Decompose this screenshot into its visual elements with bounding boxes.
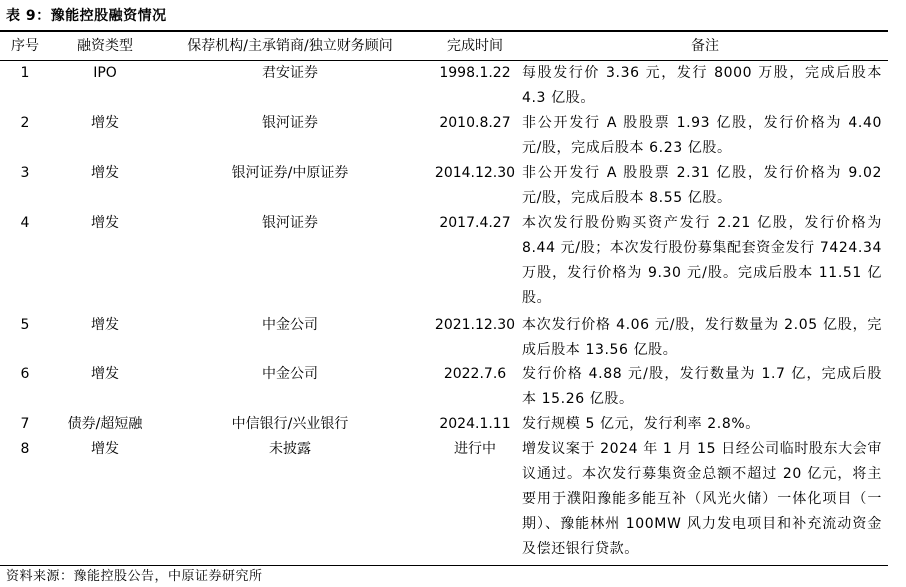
row-date: 2021.12.30 bbox=[434, 317, 516, 333]
row-org: 银河证券 bbox=[262, 115, 318, 131]
row-org: 未披露 bbox=[269, 441, 311, 457]
row-type: IPO bbox=[93, 65, 117, 81]
row-date: 2024.1.11 bbox=[439, 416, 511, 432]
row-no: 6 bbox=[20, 366, 30, 382]
row-date: 2022.7.6 bbox=[443, 366, 507, 382]
row-date: 1998.1.22 bbox=[439, 65, 511, 81]
row-no: 2 bbox=[20, 115, 30, 131]
header-type: 融资类型 bbox=[77, 38, 133, 54]
source-note: 资料来源：豫能控股公告，中原证券研究所 bbox=[6, 569, 263, 584]
row-note: 增发议案于 2024 年 1 月 15 日经公司临时股东大会审议通过。本次发行募集资金总额不超过 20 亿元，将主要用于濮阳豫能多能互补（风光火储）一体化项目（一期）、豫能林州 100MW 风力发电项目和补充流动资金及偿还银行贷款。 bbox=[522, 441, 882, 557]
row-date: 2014.12.30 bbox=[434, 165, 516, 181]
row-type: 增发 bbox=[91, 165, 119, 181]
row-note: 非公开发行 A 股股票 1.93 亿股，发行价格为 4.40 元/股，完成后股本 6.23 亿股。 bbox=[522, 115, 882, 156]
row-date: 2017.4.27 bbox=[439, 215, 511, 231]
row-note: 发行规模 5 亿元，发行利率 2.8%。 bbox=[522, 416, 760, 432]
header-note: 备注 bbox=[691, 38, 719, 54]
row-date: 进行中 bbox=[454, 441, 496, 457]
row-type: 增发 bbox=[91, 215, 119, 231]
row-type: 增发 bbox=[91, 366, 119, 382]
row-type: 增发 bbox=[91, 115, 119, 131]
row-org: 君安证券 bbox=[262, 65, 318, 81]
row-no: 4 bbox=[20, 215, 30, 231]
row-no: 8 bbox=[20, 441, 30, 457]
row-no: 5 bbox=[20, 317, 30, 333]
row-org: 中信银行/兴业银行 bbox=[231, 416, 349, 432]
row-type: 增发 bbox=[91, 441, 119, 457]
row-date: 2010.8.27 bbox=[439, 115, 511, 131]
header-date: 完成时间 bbox=[447, 38, 503, 54]
row-no: 7 bbox=[20, 416, 30, 432]
row-note: 本次发行股份购买资产发行 2.21 亿股，发行价格为 8.44 元/股；本次发行股份募集配套资金发行 7424.34 万股，发行价格为 9.30 元/股。完成后股本 11.51 亿股。 bbox=[522, 215, 882, 306]
row-org: 中金公司 bbox=[262, 317, 318, 333]
row-no: 1 bbox=[20, 65, 30, 81]
row-org: 银河证券 bbox=[262, 215, 318, 231]
header-no: 序号 bbox=[11, 38, 39, 54]
row-note: 本次发行价格 4.06 元/股，发行数量为 2.05 亿股，完成后股本 13.56 亿股。 bbox=[522, 317, 882, 358]
row-note: 每股发行价 3.36 元，发行 8000 万股，完成后股本 4.3 亿股。 bbox=[522, 65, 882, 106]
table-bottom-rule bbox=[0, 565, 888, 566]
row-note: 发行价格 4.88 元/股，发行数量为 1.7 亿，完成后股本 15.26 亿股。 bbox=[522, 366, 882, 407]
table-caption: 表 9：豫能控股融资情况 bbox=[6, 8, 167, 24]
row-org: 中金公司 bbox=[262, 366, 318, 382]
row-type: 增发 bbox=[91, 317, 119, 333]
row-type: 债券/超短融 bbox=[67, 416, 143, 432]
row-org: 银河证券/中原证券 bbox=[231, 165, 349, 181]
row-note: 非公开发行 A 股股票 2.31 亿股，发行价格为 9.02 元/股，完成后股本 8.55 亿股。 bbox=[522, 165, 882, 206]
row-no: 3 bbox=[20, 165, 30, 181]
table-top-rule bbox=[0, 30, 888, 32]
header-org: 保荐机构/主承销商/独立财务顾问 bbox=[187, 38, 393, 54]
